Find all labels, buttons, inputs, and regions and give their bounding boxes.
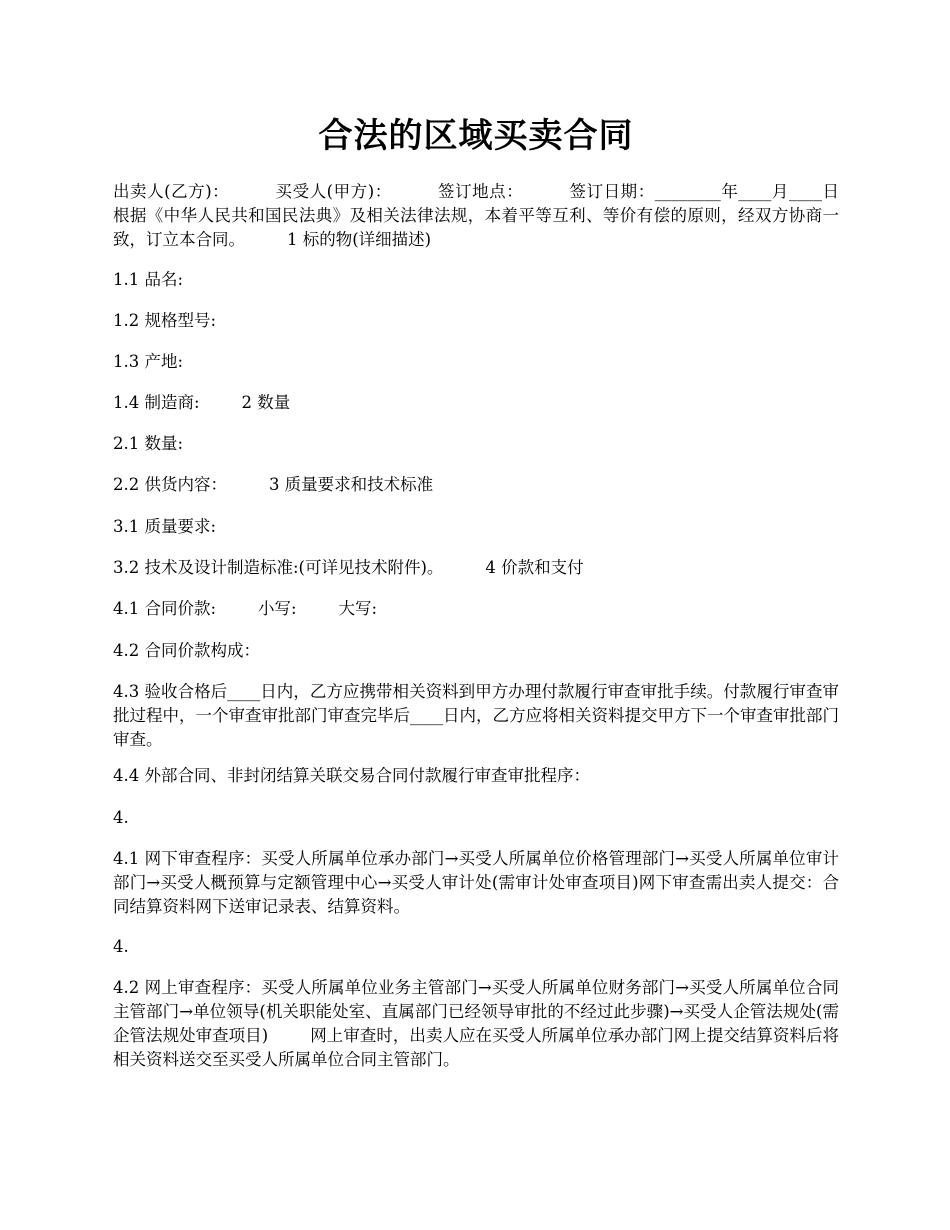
online-review-procedure: 4.2 网上审查程序：买受人所属单位业务主管部门→买受人所属单位财务部门→买受人所属单位合同主管部门→单位领导(机关职能处室、直属部门已经领导审批的不经过此步骤)→买受人企管法规处(需企管法规处审查项目) 网上审查时，出卖人应在买受人所属单位承办部门网上提交结算资料后将相关资料送交至买受人所属单位合同主管部门。 (113, 978, 839, 1069)
clause-1-2: 1.2 规格型号: (113, 311, 217, 330)
clause-2-2: 2.2 供货内容： 3 质量要求和技术标准 (113, 475, 434, 494)
clause-4-2: 4.2 合同价款构成： (113, 641, 260, 660)
intro-paragraph: 出卖人(乙方)： 买受人(甲方)： 签订地点： 签订日期：________年____月____日 根据《中华人民共和国民法典》及相关法律法规，本着平等互利、等价有偿的原则，经双方协商一致，订立本合同。 1 标的物(详细描述) (113, 182, 881, 249)
document-title: 合法的区域买卖合同 (318, 116, 634, 156)
clause-3-2: 3.2 技术及设计制造标准:(可详见技术附件)。 4 价款和支付 (113, 558, 584, 577)
clause-4-4: 4.4 外部合同、非封闭结算关联交易合同付款履行审查审批程序： (113, 766, 590, 785)
clause-4-3: 4.3 验收合格后____日内，乙方应携带相关资料到甲方办理付款履行审查审批手续。付款履行审查审批过程中，一个审查审批部门审查完毕后____日内，乙方应将相关资料提交甲方下一个审查审批部门审查。 (113, 682, 839, 749)
clause-4-marker-a: 4. (113, 808, 129, 827)
offline-review-procedure: 4.1 网下审查程序：买受人所属单位承办部门→买受人所属单位价格管理部门→买受人所属单位审计部门→买受人概预算与定额管理中心→买受人审计处(需审计处审查项目)网下审查需出卖人提交：合同结算资料网下送审记录表、结算资料。 (113, 849, 839, 916)
clause-1-4: 1.4 制造商: 2 数量 (113, 393, 291, 412)
clause-4-1: 4.1 合同价款: 小写: 大写: (113, 599, 378, 618)
clause-4-marker-b: 4. (113, 937, 129, 956)
clause-1-1: 1.1 品名: (113, 270, 184, 289)
clause-1-3: 1.3 产地: (113, 352, 184, 371)
clause-2-1: 2.1 数量: (113, 434, 184, 453)
clause-3-1: 3.1 质量要求: (113, 517, 217, 536)
